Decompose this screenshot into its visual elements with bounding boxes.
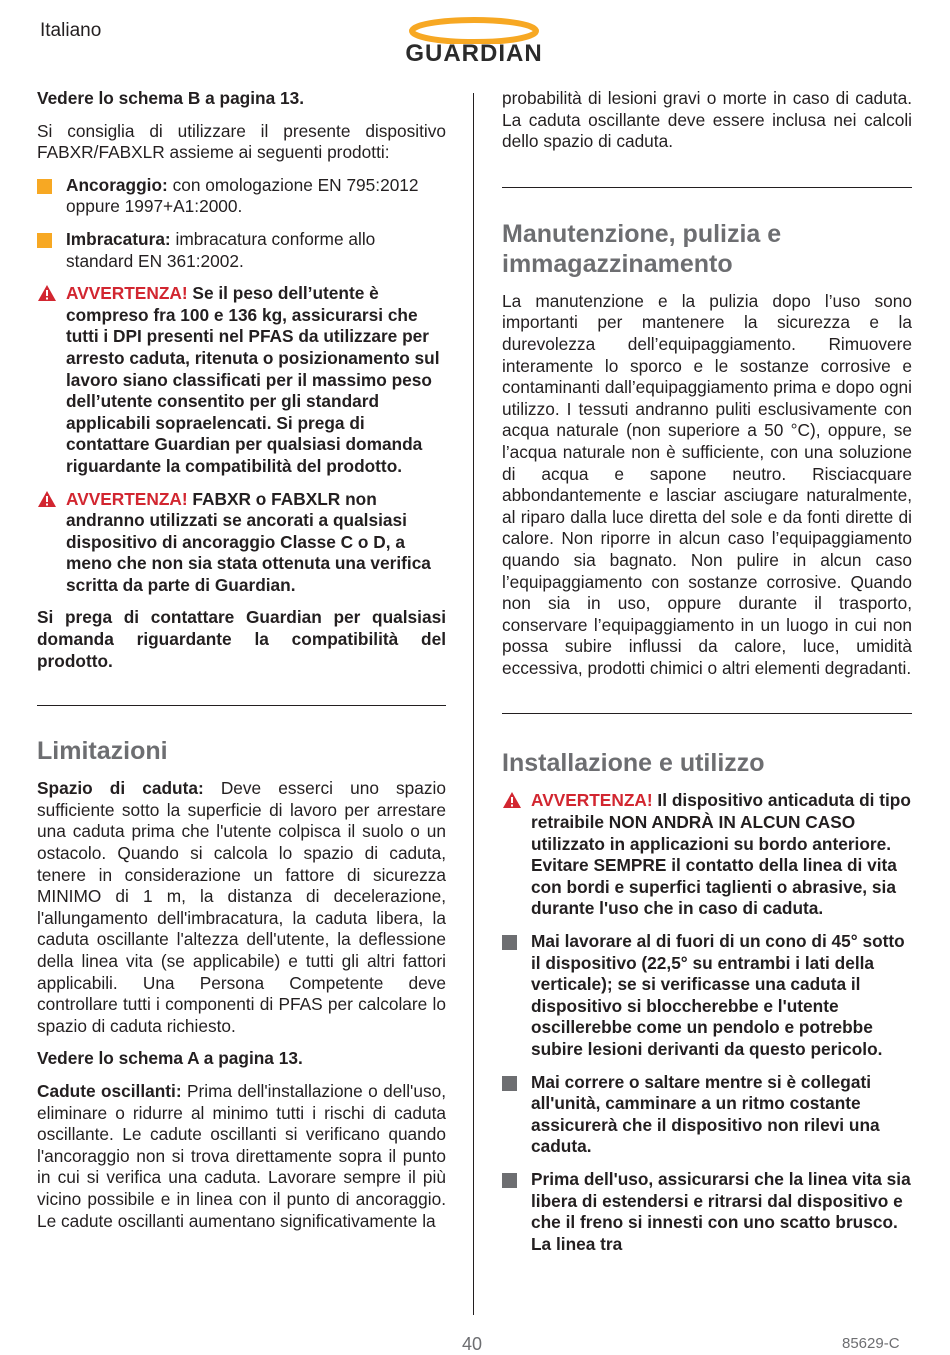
warning-word: AVVERTENZA! xyxy=(66,488,188,509)
page-number: 40 xyxy=(462,1334,483,1354)
warning-triangle-icon xyxy=(37,490,57,508)
maintenance-paragraph: La manutenzione e la pulizia dopo l’uso sono importanti per mantenere la sicurezza e la durevolezza dell’equipaggiamento. Rimuovere interamente lo sporco e le sostanze corrosive e contaminanti dall’equipaggiamento prima e dopo ogni utilizzo. I tessuti andranno puliti esclusivamente con acqua naturale (non superiore a 50 °C), oppure, se l’acqua naturale non è sufficiente, con una soluzione di acqua e sapone neutro. Risciacquare abbondantemente e lasciar asciugare naturalmente, al riparo dalla luce diretta del sole e da fonti dirette di calore. Non riporre in alcun caso l’equipaggiamento quando sia bagnato. Non pulire in alcun caso l’equipaggiamento con sostanze corrosive. Quando non sia in uso, oppure durante il trasporto, conservare l’equipaggiamento in un luogo in cui non possa subire influssi da calore, luce, umidità eccessiva, prodotti chimici o altri elementi degradanti. xyxy=(502,290,912,678)
harness-text: imbracatura conforme allo standard EN 361:2002. xyxy=(66,228,376,271)
compatibility-intro: Si consiglia di utilizzare il presente dispositivo FABXR/FABXLR assieme ai seguenti prodotti: xyxy=(37,120,446,163)
limitations-heading: Limitazioni xyxy=(37,737,168,766)
document-code: 85629-C xyxy=(842,1335,900,1352)
warning-triangle-icon xyxy=(502,791,522,809)
cone-rule-text: Mai lavorare al di fuori di un cono di 45° sotto il dispositivo (22,5° su entrambi i lati della verticale); se si verificasse una caduta il dispositivo si bloccherebbe e l'utente oscillerebbe come un pendolo e potrebbe subire lesioni derivanti da questo pericolo. xyxy=(531,931,905,1059)
no-running-text: Mai correre o saltare mentre si è collegati all'unità, camminare a un ritmo costante assicurerà che il dispositivo non rilevi una caduta. xyxy=(531,1071,880,1157)
fall-clearance-text: Deve esserci uno spazio sufficiente sotto la superficie di lavoro per arrestare una caduta prima che l'utente colpisca il suolo o un ostacolo. Quando si calcola lo spazio di caduta, tenere in considerazione un fattore di sicurezza MINIMO di 1 m, la distanza di decelerazione, l'allungamento dell'imbracatura, la caduta libera, la caduta oscillante l'altezza dell'utente, la deflessione della linea vita (se applicabile) e tutti gli altri fattori applicabili. Una Persona Competente deve controllare tutti i componenti di PFAS per calcolare lo spazio di caduta richiesto. xyxy=(37,778,446,1036)
bullet-square-icon xyxy=(37,233,52,248)
list-item xyxy=(502,931,912,1061)
warning-text: Se il peso dell’utente è compreso fra 100 e 136 kg, assicurarsi che tutti i DPI presenti nel PFAS da utilizzare per arresto caduta, ritenuta o posizionamento sul lavoro siano classificati per il massimo peso dell’utente consentito per gli standard applicabili sopraelencati. Si prega di contattare Guardian per qualsiasi domanda riguardante la compatibilità del prodotto. xyxy=(66,283,440,476)
swing-fall-paragraph xyxy=(37,1081,446,1232)
right-column xyxy=(502,88,912,1266)
left-column xyxy=(37,88,446,1243)
pre-use-check-text: Prima dell'uso, assicurarsi che la linea vita sia libera di estendersi e ritrarsi dal dispositivo e che il freno si innesti con uno scatto brusco. La linea tra xyxy=(531,1168,911,1254)
bullet-square-icon xyxy=(502,1076,517,1091)
schema-b-reference: Vedere lo schema B a pagina 13. xyxy=(37,88,305,108)
schema-a-reference: Vedere lo schema A a pagina 13. xyxy=(37,1048,303,1069)
swing-fall-text: Prima dell'installazione o dell'uso, eliminare o ridurre al minimo tutti i rischi di caduta oscillante. Le cadute oscillanti si verificano quando l'ancoraggio non si trova direttamente sopra il punto in cui si verifica una caduta. Lavorare sempre il più vicino possibile e in linea con il punto di ancoraggio. Le cadute oscillanti aumentano significativamente la xyxy=(37,1080,446,1231)
list-item xyxy=(37,175,446,218)
logo-wordmark: GUARDIAN xyxy=(405,40,543,67)
guardian-logo xyxy=(384,14,564,70)
weight-warning xyxy=(37,283,446,477)
anchorage-class-warning xyxy=(37,489,446,597)
anchorage-label: Ancoraggio: xyxy=(66,174,168,195)
fall-clearance-label: Spazio di caduta: xyxy=(37,778,204,799)
swing-fall-continuation: probabilità di lesioni gravi o morte in caso di caduta. La caduta oscillante deve essere inclusa nei calcoli dello spazio di caduta. xyxy=(502,88,912,152)
column-divider xyxy=(473,93,474,1315)
installation-heading: Installazione e utilizzo xyxy=(502,749,765,778)
warning-word: AVVERTENZA! xyxy=(66,283,188,304)
warning-text: Il dispositivo anticaduta di tipo retraibile NON ANDRÀ IN ALCUN CASO utilizzato in applicazioni su bordo anteriore. Evitare SEMPRE il contatto della linea di vita con bordi e superfici taglienti o abrasive, sia durante l'uso che in caso di caduta. xyxy=(531,790,911,919)
warning-text: FABXR o FABXLR non andranno utilizzati se ancorati a qualsiasi dispositivo di ancoraggio Classe C o D, a meno che non sia stata ottenuta una verifica scritta da parte di Guardian. xyxy=(66,488,431,595)
list-item xyxy=(502,1169,912,1255)
swing-fall-label: Cadute oscillanti: xyxy=(37,1080,182,1101)
maintenance-heading: Manutenzione, pulizia e immagazzinamento xyxy=(502,219,782,278)
list-item xyxy=(37,229,446,272)
contact-guardian: Si prega di contattare Guardian per qualsiasi domanda riguardante la compatibilità del prodotto. xyxy=(37,607,446,671)
anchorage-text: con omologazione EN 795:2012 oppure 1997+A1:2000. xyxy=(66,174,419,217)
fall-clearance-paragraph xyxy=(37,778,446,1037)
bullet-square-icon xyxy=(502,1173,517,1188)
leading-edge-warning xyxy=(502,790,912,920)
list-item xyxy=(502,1072,912,1158)
language-label: Italiano xyxy=(40,20,102,41)
bullet-square-icon xyxy=(37,179,52,194)
warning-triangle-icon xyxy=(37,284,57,302)
harness-label: Imbracatura: xyxy=(66,228,171,249)
bullet-square-icon xyxy=(502,935,517,950)
warning-word: AVVERTENZA! xyxy=(531,790,653,811)
